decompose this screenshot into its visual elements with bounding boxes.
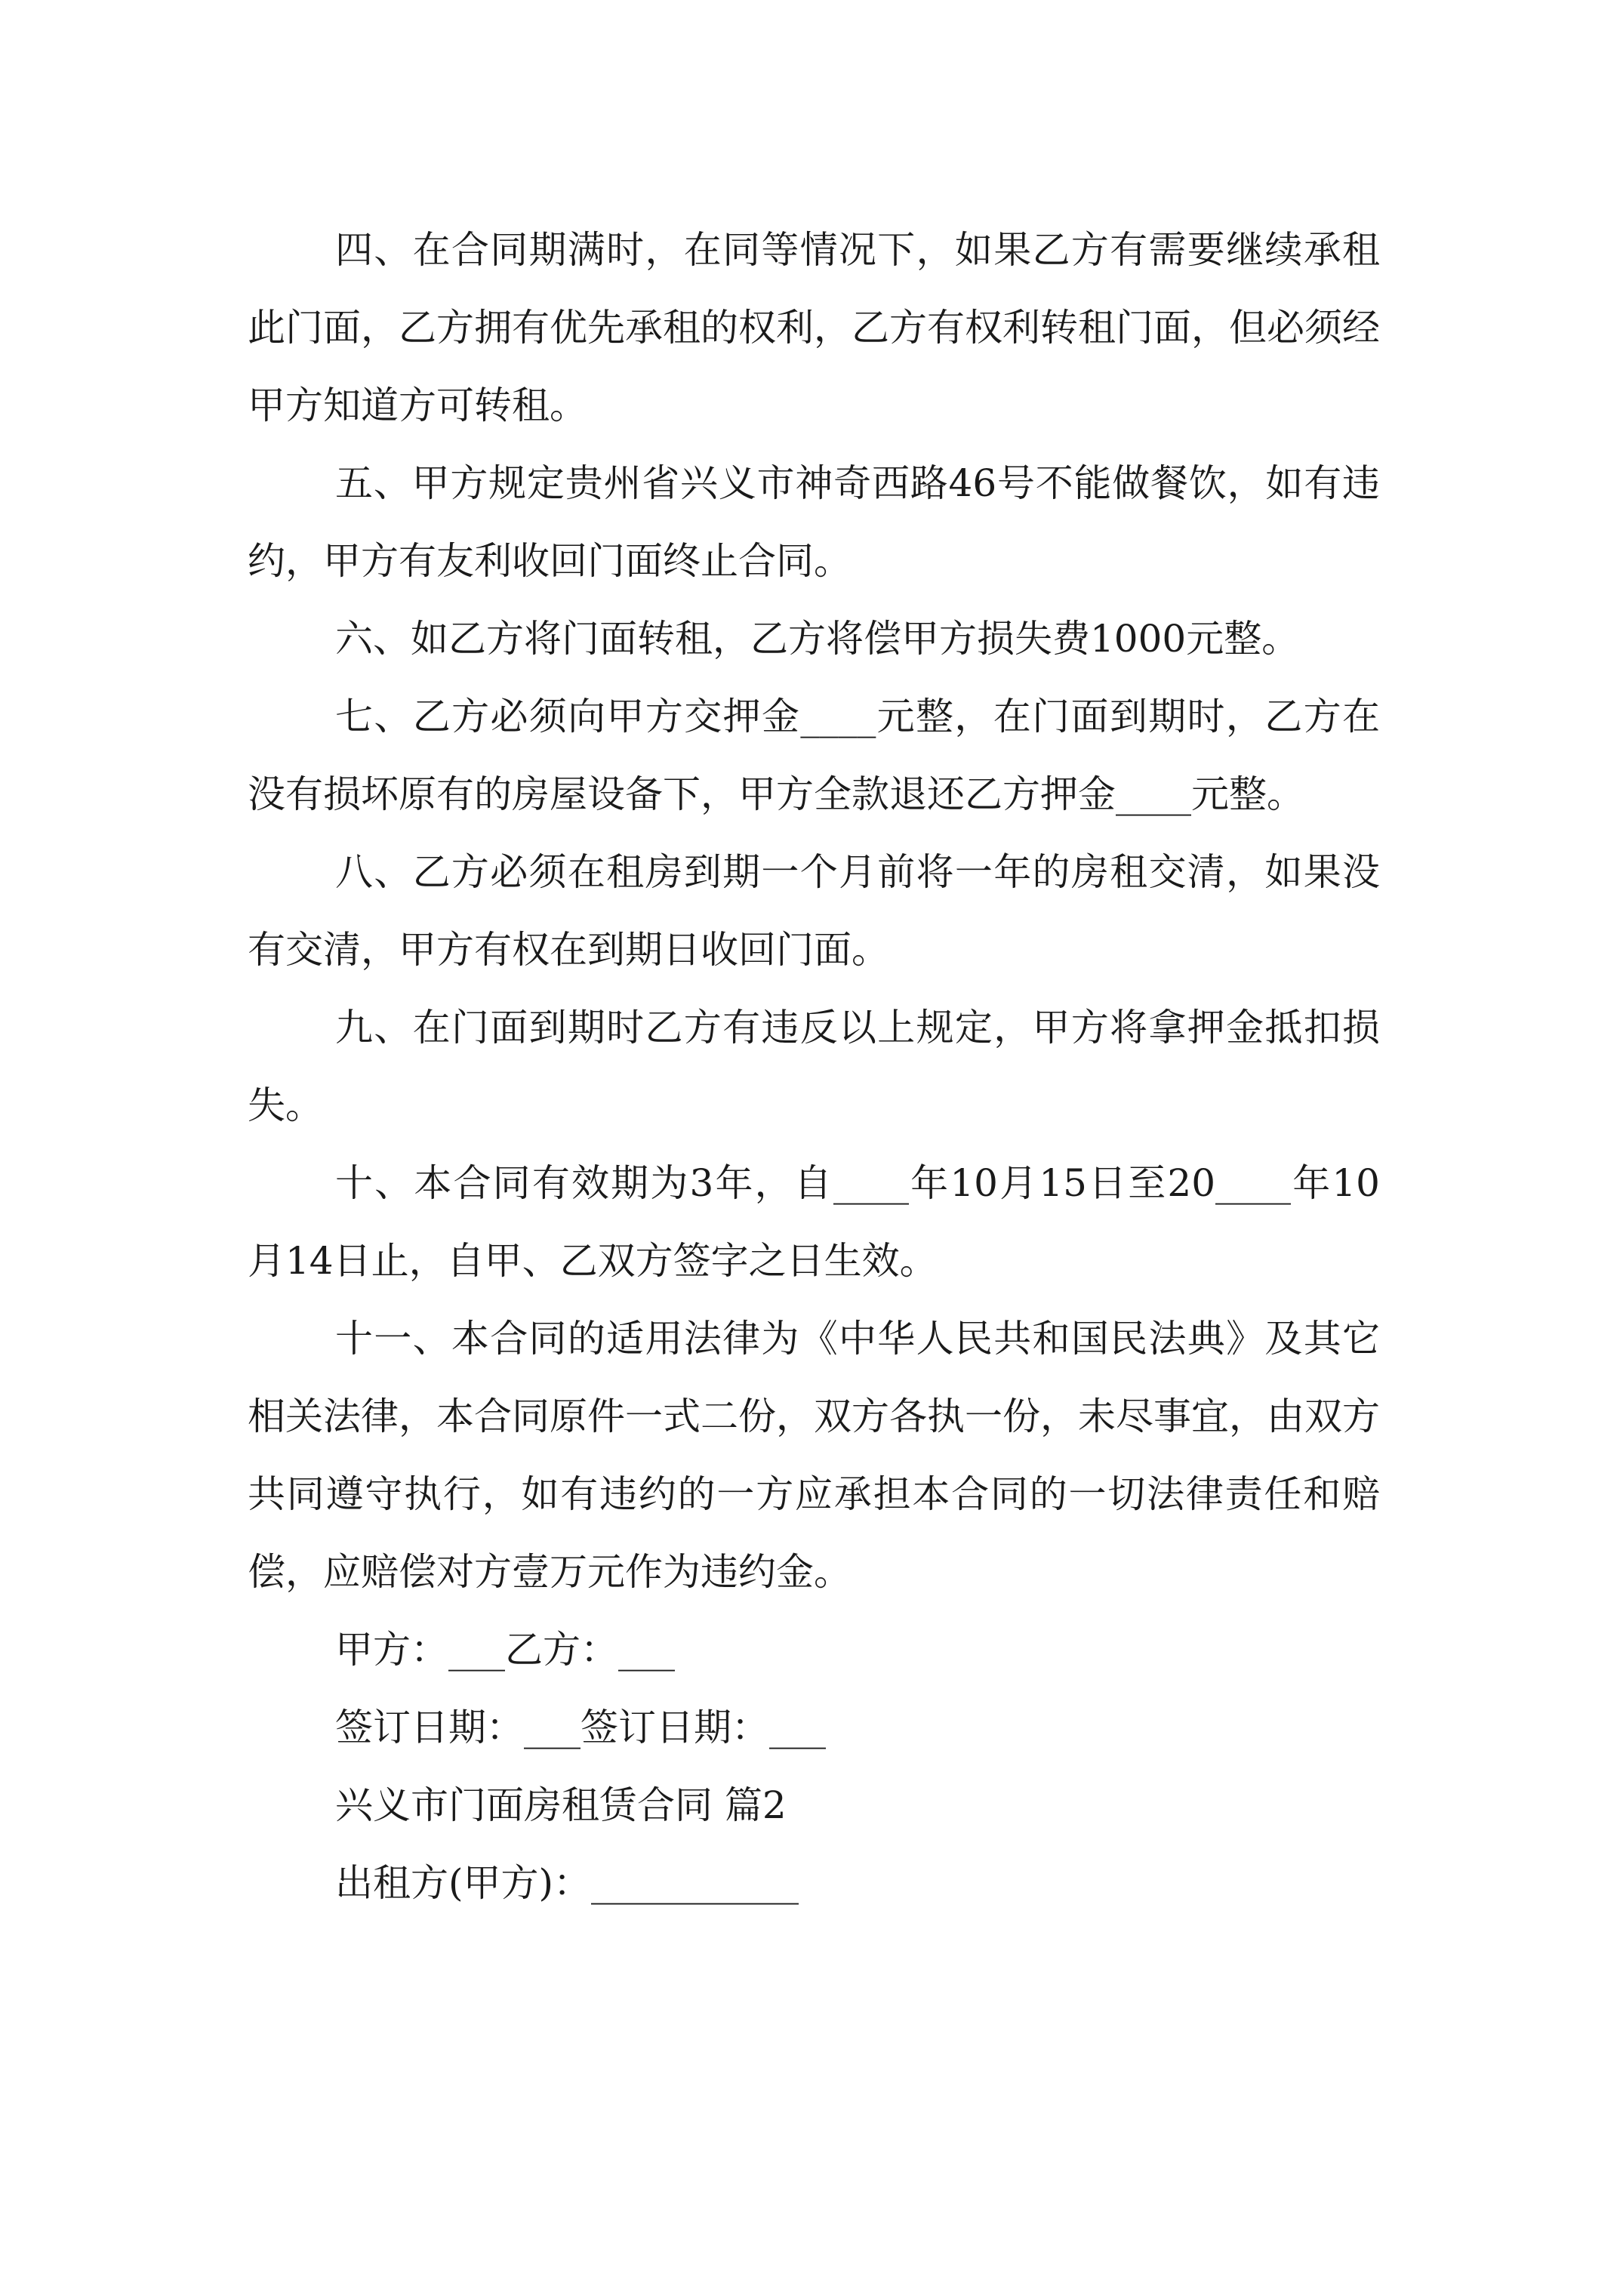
clause-5: 五、甲方规定贵州省兴义市神奇西路46号不能做餐饮，如有违约，甲方有友利收回门面终止合同。 — [248, 461, 1380, 583]
signature-dates: 签订日期：___签订日期：___ — [335, 1706, 826, 1749]
clause-6: 六、如乙方将门面转租，乙方将偿甲方损失费1000元整。 — [335, 617, 1300, 661]
clause-10: 十、本合同有效期为3年，自____年10月15日至20____年10月14日止，自甲、乙双方签字之日生效。 — [248, 1161, 1380, 1283]
document-body — [248, 211, 1380, 1922]
lessor-line: 出租方(甲方)：___________ — [335, 1861, 799, 1905]
signature-parties: 甲方：___乙方：___ — [335, 1628, 675, 1672]
clause-4: 四、在合同期满时，在同等情况下，如果乙方有需要继续承租此门面，乙方拥有优先承租的权利，乙方有权利转租门面，但必须经甲方知道方可转租。 — [248, 228, 1380, 427]
clause-11: 十一、本合同的适用法律为《中华人民共和国民法典》及其它相关法律，本合同原件一式二份，双方各执一份，未尽事宜，由双方共同遵守执行，如有违约的一方应承担本合同的一切法律责任和赔偿，应赔偿对方壹万元作为违约金。 — [248, 1317, 1380, 1594]
section-title: 兴义市门面房租赁合同 篇2 — [335, 1783, 787, 1827]
clause-9: 九、在门面到期时乙方有违反以上规定，甲方将拿押金抵扣损失。 — [248, 1006, 1380, 1127]
clause-7: 七、乙方必须向甲方交押金____元整，在门面到期时，乙方在没有损坏原有的房屋设备下，甲方全款退还乙方押金____元整。 — [248, 695, 1380, 816]
clause-8: 八、乙方必须在租房到期一个月前将一年的房租交清，如果没有交清，甲方有权在到期日收回门面。 — [248, 850, 1380, 972]
